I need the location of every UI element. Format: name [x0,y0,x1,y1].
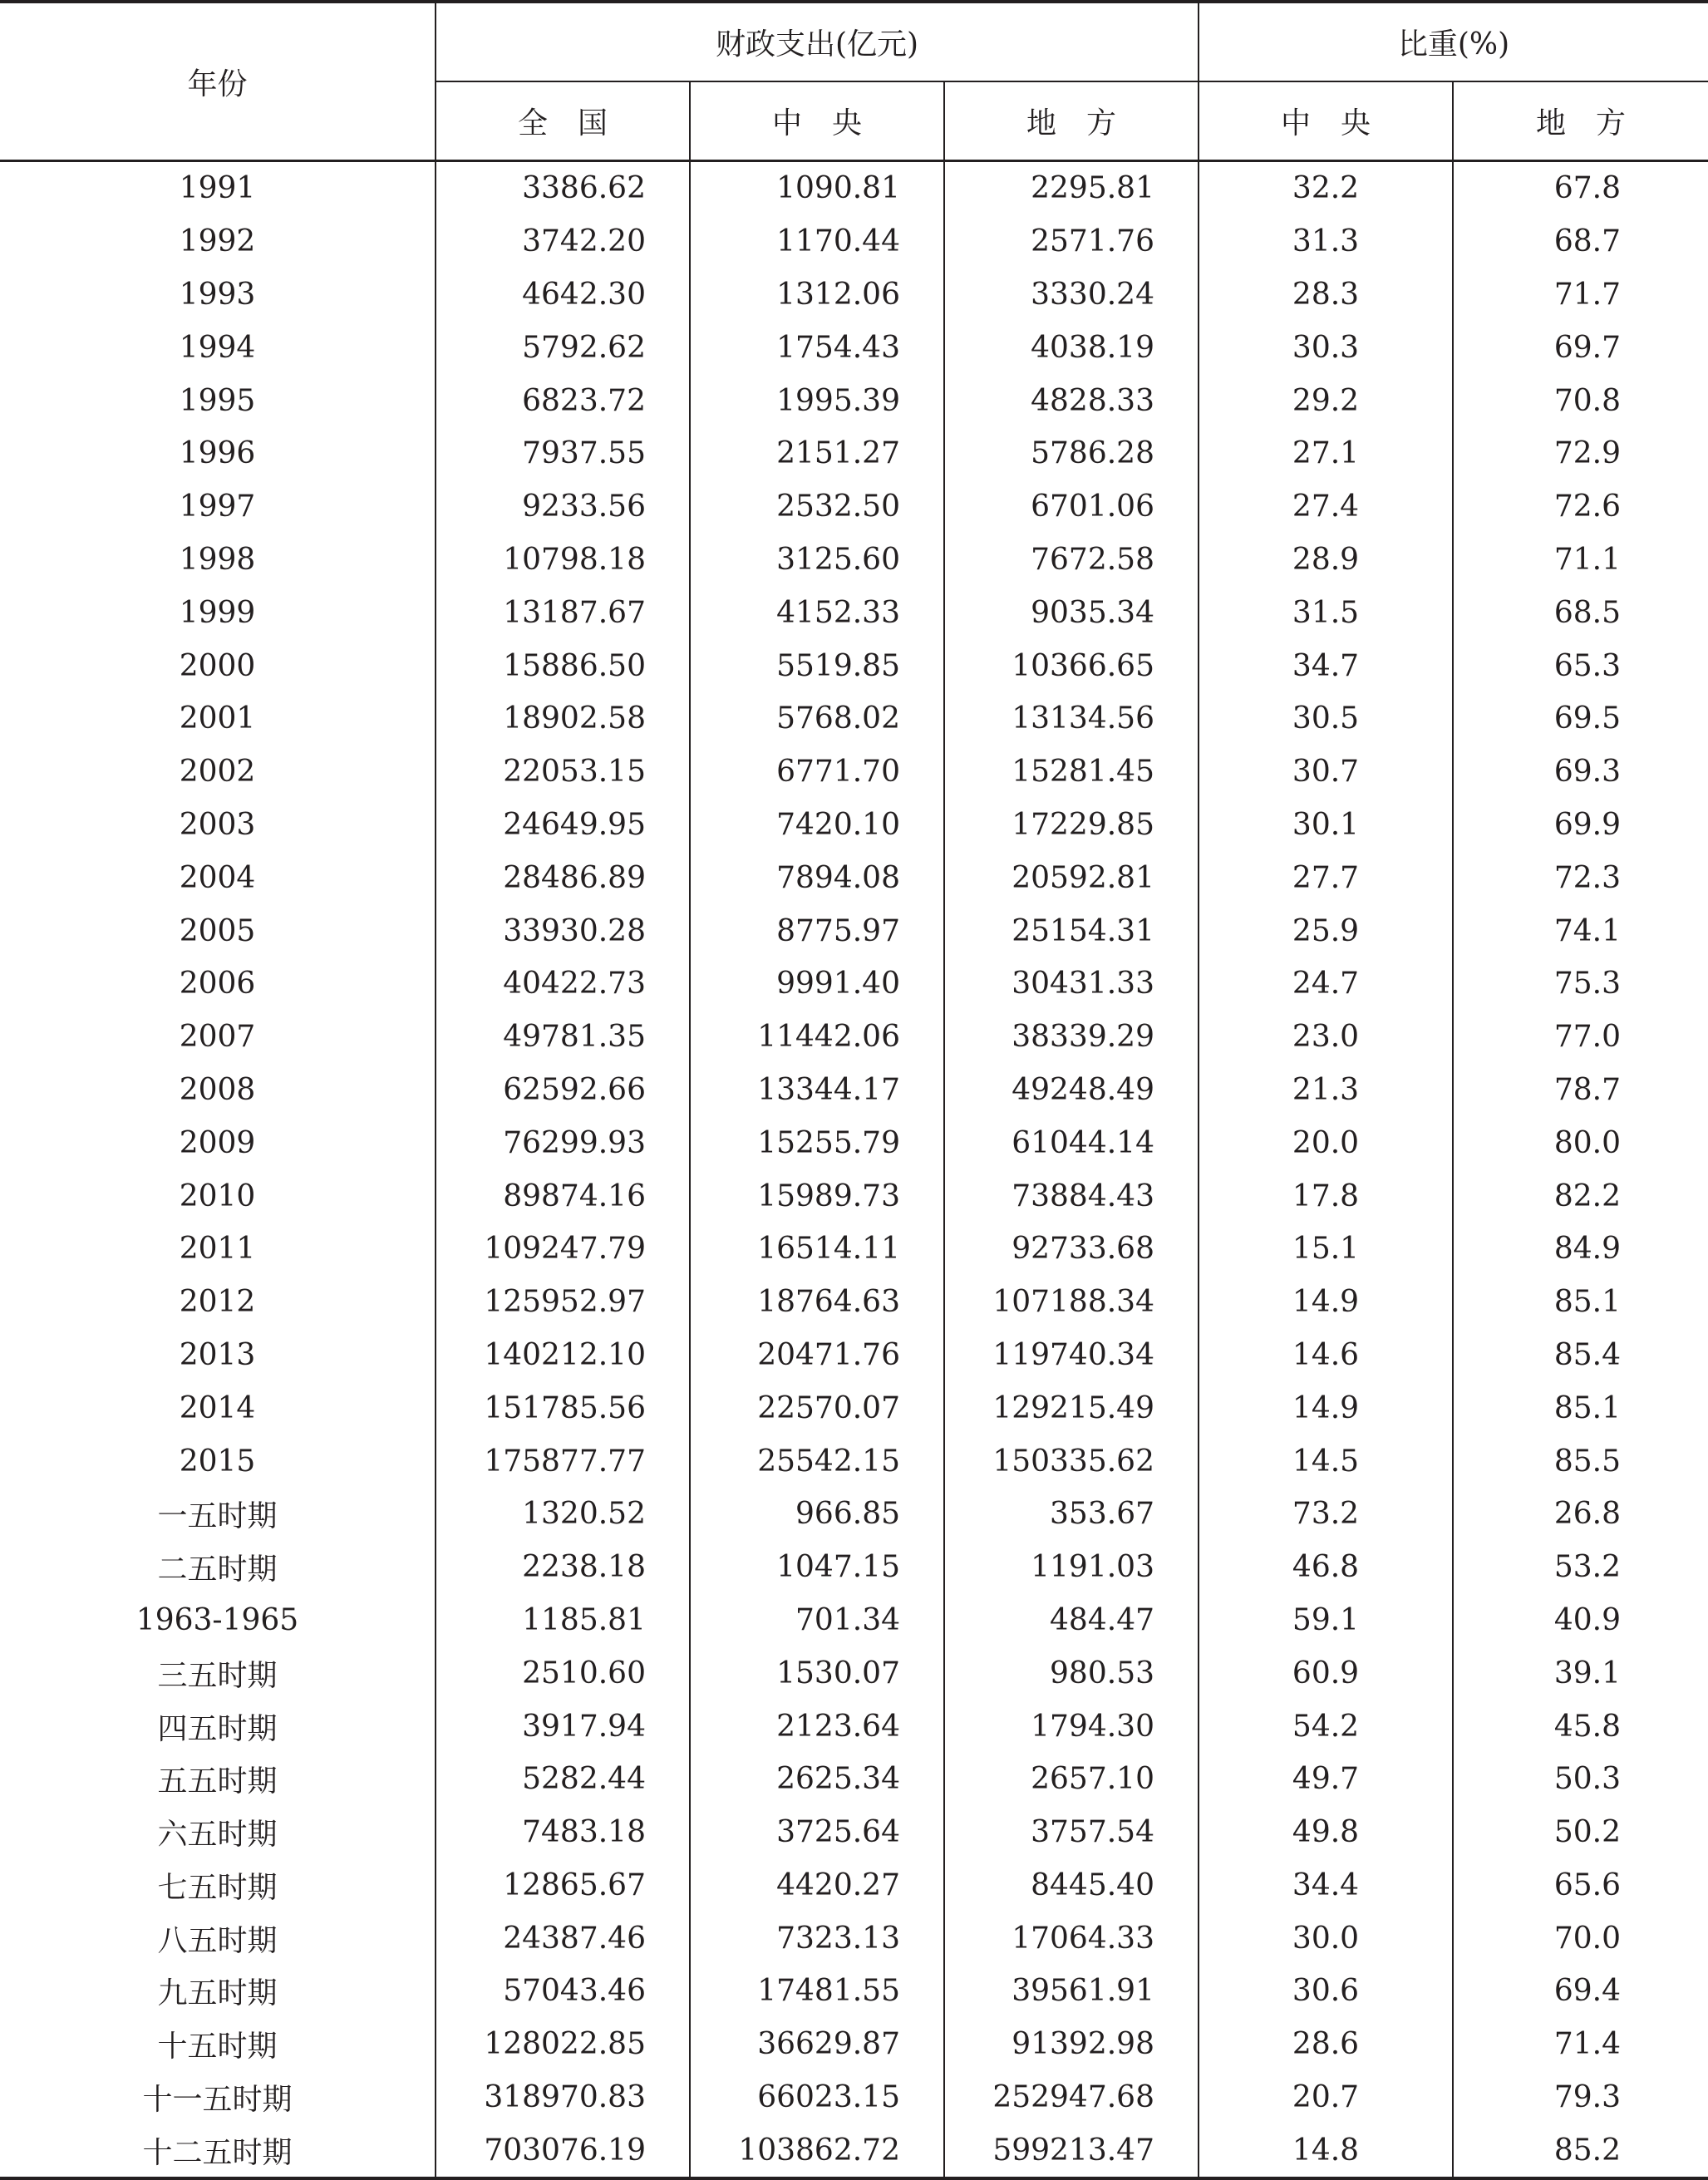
cell-share-local: 85.4 [1453,1329,1708,1382]
cell-year: 2013 [179,1337,256,1372]
cell-share-central: 14.9 [1199,1381,1453,1434]
cell-central: 15255.79 [690,1116,944,1169]
table-row [0,1965,1708,2018]
cell-share-local: 77.0 [1453,1011,1708,1064]
cell-local: 3330.24 [944,268,1199,322]
table-row [0,1011,1708,1064]
cell-year: 2009 [179,1125,256,1160]
table-row [0,268,1708,322]
cell-share-central: 14.5 [1199,1434,1453,1488]
header-year: 年份 [0,2,436,161]
cell-share-central: 49.7 [1199,1753,1453,1806]
cell-local: 20592.81 [944,851,1199,904]
cell-central: 701.34 [690,1594,944,1647]
cell-local: 6701.06 [944,480,1199,534]
cell-central: 16514.11 [690,1223,944,1276]
cell-national: 175877.77 [436,1434,690,1488]
cell-local: 4038.19 [944,321,1199,374]
cell-year: 1995 [179,383,256,418]
cell-local: 980.53 [944,1646,1199,1700]
cell-year: 2015 [179,1444,256,1479]
cell-national: 12865.67 [436,1859,690,1912]
cell-national: 24387.46 [436,1912,690,1965]
cell-year: 2011 [179,1232,256,1267]
cell-share-central: 28.6 [1199,2018,1453,2071]
cell-share-central: 28.9 [1199,534,1453,587]
cell-national: 22053.15 [436,746,690,799]
cell-share-local: 72.6 [1453,480,1708,534]
cell-share-central: 21.3 [1199,1064,1453,1117]
table-row [0,1329,1708,1382]
cell-national: 13187.67 [436,586,690,639]
table-row [0,799,1708,852]
cell-year: 1998 [179,542,256,577]
cell-local: 73884.43 [944,1169,1199,1223]
cell-share-local: 70.0 [1453,1912,1708,1965]
cell-local: 599213.47 [944,2123,1199,2178]
table-row [0,586,1708,639]
cell-national: 109247.79 [436,1223,690,1276]
cell-share-central: 30.6 [1199,1965,1453,2018]
cell-year: 2003 [179,807,256,842]
cell-year: 2012 [179,1285,256,1320]
table-row [0,2018,1708,2071]
cell-central: 5519.85 [690,639,944,692]
table-row [0,534,1708,587]
cell-local: 129215.49 [944,1381,1199,1434]
cell-central: 22570.07 [690,1381,944,1434]
cell-local: 1191.03 [944,1541,1199,1594]
cell-central: 8775.97 [690,904,944,957]
cell-national: 89874.16 [436,1169,690,1223]
cell-central: 1754.43 [690,321,944,374]
cell-share-central: 59.1 [1199,1594,1453,1647]
cell-year: 十二五时期 [0,2123,436,2178]
cell-share-local: 80.0 [1453,1116,1708,1169]
cell-share-central: 30.7 [1199,746,1453,799]
cell-central: 7894.08 [690,851,944,904]
table-row [0,1806,1708,1859]
cell-share-local: 78.7 [1453,1064,1708,1117]
cell-national: 4642.30 [436,268,690,322]
cell-national: 76299.93 [436,1116,690,1169]
cell-national: 7483.18 [436,1806,690,1859]
header-share-central: 中 央 [1199,81,1453,161]
cell-share-local: 75.3 [1453,957,1708,1011]
header-national: 全 国 [436,81,690,161]
cell-national: 10798.18 [436,534,690,587]
table-row [0,692,1708,746]
cell-national: 28486.89 [436,851,690,904]
cell-local: 92733.68 [944,1223,1199,1276]
cell-national: 5282.44 [436,1753,690,1806]
cell-share-local: 69.5 [1453,692,1708,746]
cell-local: 15281.45 [944,746,1199,799]
cell-local: 353.67 [944,1488,1199,1541]
cell-share-central: 14.9 [1199,1276,1453,1329]
cell-local: 30431.33 [944,957,1199,1011]
cell-national: 49781.35 [436,1011,690,1064]
cell-year: 五五时期 [157,1764,278,1799]
cell-central: 1995.39 [690,374,944,427]
cell-share-local: 26.8 [1453,1488,1708,1541]
cell-share-local: 71.7 [1453,268,1708,322]
cell-share-central: 34.4 [1199,1859,1453,1912]
cell-central: 5768.02 [690,692,944,746]
cell-year: 1997 [179,490,256,524]
cell-central: 1170.44 [690,215,944,268]
cell-national: 151785.56 [436,1381,690,1434]
table-row [0,1700,1708,1753]
table-row [0,1116,1708,1169]
cell-national: 7937.55 [436,427,690,480]
cell-local: 61044.14 [944,1116,1199,1169]
cell-national: 40422.73 [436,957,690,1011]
table-row [0,1434,1708,1488]
cell-local: 7672.58 [944,534,1199,587]
cell-central: 7323.13 [690,1912,944,1965]
table-row [0,427,1708,480]
cell-share-central: 27.4 [1199,480,1453,534]
cell-central: 3725.64 [690,1806,944,1859]
cell-year: 2014 [179,1390,256,1425]
cell-national: 3386.62 [436,161,690,215]
cell-central: 4152.33 [690,586,944,639]
cell-share-central: 14.8 [1199,2123,1453,2178]
header-local: 地 方 [944,81,1199,161]
table-row [0,957,1708,1011]
cell-share-local: 45.8 [1453,1700,1708,1753]
cell-local: 9035.34 [944,586,1199,639]
cell-share-central: 25.9 [1199,904,1453,957]
cell-central: 1312.06 [690,268,944,322]
table-row [0,1912,1708,1965]
cell-share-local: 69.9 [1453,799,1708,852]
cell-central: 11442.06 [690,1011,944,1064]
cell-national: 9233.56 [436,480,690,534]
cell-share-local: 53.2 [1453,1541,1708,1594]
cell-national: 24649.95 [436,799,690,852]
cell-share-local: 69.3 [1453,746,1708,799]
cell-share-local: 69.4 [1453,1965,1708,2018]
cell-central: 4420.27 [690,1859,944,1912]
cell-local: 2657.10 [944,1753,1199,1806]
cell-share-local: 72.9 [1453,427,1708,480]
cell-local: 107188.34 [944,1276,1199,1329]
cell-national: 18902.58 [436,692,690,746]
cell-central: 966.85 [690,1488,944,1541]
cell-local: 10366.65 [944,639,1199,692]
cell-central: 103862.72 [690,2123,944,2178]
cell-share-central: 31.3 [1199,215,1453,268]
cell-share-central: 14.6 [1199,1329,1453,1382]
table-row [0,321,1708,374]
cell-year: 1994 [179,330,256,365]
table-row [0,2123,1708,2178]
cell-local: 4828.33 [944,374,1199,427]
cell-local: 119740.34 [944,1329,1199,1382]
cell-share-local: 68.5 [1453,586,1708,639]
cell-share-local: 84.9 [1453,1223,1708,1276]
cell-share-local: 85.1 [1453,1276,1708,1329]
cell-share-central: 29.2 [1199,374,1453,427]
table-row [0,1753,1708,1806]
cell-share-local: 39.1 [1453,1646,1708,1700]
table-row [0,161,1708,215]
cell-national: 1185.81 [436,1594,690,1647]
cell-central: 17481.55 [690,1965,944,2018]
cell-national: 3742.20 [436,215,690,268]
cell-central: 2123.64 [690,1700,944,1753]
cell-local: 25154.31 [944,904,1199,957]
cell-share-central: 30.3 [1199,321,1453,374]
cell-local: 252947.68 [944,2071,1199,2124]
cell-share-central: 15.1 [1199,1223,1453,1276]
table-row [0,215,1708,268]
cell-share-local: 85.2 [1453,2123,1708,2178]
cell-share-local: 70.8 [1453,374,1708,427]
cell-share-local: 71.4 [1453,2018,1708,2071]
cell-share-local: 50.3 [1453,1753,1708,1806]
table-row [0,639,1708,692]
table-row [0,1646,1708,1700]
cell-local: 49248.49 [944,1064,1199,1117]
cell-central: 18764.63 [690,1276,944,1329]
cell-national: 6823.72 [436,374,690,427]
cell-local: 2571.76 [944,215,1199,268]
cell-national: 703076.19 [436,2123,690,2178]
header-expenditure-group: 财政支出(亿元) [436,2,1199,81]
cell-central: 2625.34 [690,1753,944,1806]
table-row [0,1488,1708,1541]
table-row [0,1859,1708,1912]
cell-year: 1992 [179,224,256,259]
cell-year: 2008 [179,1072,256,1107]
cell-local: 484.47 [944,1594,1199,1647]
cell-year: 2000 [179,648,256,683]
table-row [0,374,1708,427]
cell-central: 20471.76 [690,1329,944,1382]
cell-share-central: 27.7 [1199,851,1453,904]
cell-year: 1999 [179,595,256,630]
cell-central: 1047.15 [690,1541,944,1594]
header-central: 中 央 [690,81,944,161]
cell-central: 1530.07 [690,1646,944,1700]
cell-local: 1794.30 [944,1700,1199,1753]
cell-share-local: 74.1 [1453,904,1708,957]
cell-local: 38339.29 [944,1011,1199,1064]
cell-share-local: 69.7 [1453,321,1708,374]
cell-central: 13344.17 [690,1064,944,1117]
cell-share-central: 46.8 [1199,1541,1453,1594]
cell-central: 6771.70 [690,746,944,799]
cell-national: 33930.28 [436,904,690,957]
cell-share-central: 31.5 [1199,586,1453,639]
cell-central: 2151.27 [690,427,944,480]
cell-local: 17229.85 [944,799,1199,852]
cell-share-central: 20.0 [1199,1116,1453,1169]
cell-national: 15886.50 [436,639,690,692]
header-share-group: 比重(%) [1199,2,1708,81]
header-share-local: 地 方 [1453,81,1708,161]
cell-share-local: 40.9 [1453,1594,1708,1647]
cell-year: 六五时期 [157,1818,278,1853]
cell-year: 一五时期 [157,1499,278,1534]
cell-year: 1991 [179,171,256,206]
cell-share-local: 79.3 [1453,2071,1708,2124]
cell-local: 150335.62 [944,1434,1199,1488]
cell-local: 39561.91 [944,1965,1199,2018]
cell-central: 66023.15 [690,2071,944,2124]
cell-central: 36629.87 [690,2018,944,2071]
cell-share-central: 20.7 [1199,2071,1453,2124]
cell-year: 十一五时期 [142,2083,293,2118]
cell-national: 318970.83 [436,2071,690,2124]
table-body [0,161,1708,2179]
cell-local: 2295.81 [944,161,1199,215]
cell-central: 7420.10 [690,799,944,852]
cell-year: 四五时期 [157,1711,278,1746]
cell-national: 128022.85 [436,2018,690,2071]
cell-year: 2002 [179,755,256,790]
cell-year: 二五时期 [157,1553,278,1587]
cell-year: 2006 [179,967,256,1001]
cell-share-local: 82.2 [1453,1169,1708,1223]
cell-local: 3757.54 [944,1806,1199,1859]
table-row [0,851,1708,904]
cell-share-local: 67.8 [1453,161,1708,215]
cell-share-central: 28.3 [1199,268,1453,322]
cell-year: 2004 [179,860,256,895]
cell-share-local: 68.7 [1453,215,1708,268]
table-row [0,1541,1708,1594]
cell-national: 1320.52 [436,1488,690,1541]
table-header [0,2,1708,161]
cell-year: 1996 [179,436,256,471]
cell-share-local: 65.6 [1453,1859,1708,1912]
cell-year: 1963-1965 [135,1602,299,1637]
cell-local: 5786.28 [944,427,1199,480]
table-row [0,1594,1708,1647]
cell-central: 2532.50 [690,480,944,534]
table-row [0,2071,1708,2124]
cell-share-central: 30.0 [1199,1912,1453,1965]
cell-national: 3917.94 [436,1700,690,1753]
cell-share-central: 34.7 [1199,639,1453,692]
cell-year: 2007 [179,1020,256,1055]
cell-year: 十五时期 [157,2030,278,2064]
cell-local: 8445.40 [944,1859,1199,1912]
cell-local: 13134.56 [944,692,1199,746]
cell-national: 57043.46 [436,1965,690,2018]
cell-local: 17064.33 [944,1912,1199,1965]
cell-national: 2238.18 [436,1541,690,1594]
cell-share-central: 30.5 [1199,692,1453,746]
cell-central: 1090.81 [690,161,944,215]
table-row [0,1276,1708,1329]
cell-national: 62592.66 [436,1064,690,1117]
cell-year: 三五时期 [157,1658,278,1693]
cell-share-local: 65.3 [1453,639,1708,692]
cell-central: 25542.15 [690,1434,944,1488]
cell-central: 3125.60 [690,534,944,587]
table-row [0,1223,1708,1276]
cell-national: 5792.62 [436,321,690,374]
table-row [0,1064,1708,1117]
cell-share-local: 50.2 [1453,1806,1708,1859]
table-row [0,904,1708,957]
cell-year: 2005 [179,913,256,948]
cell-share-local: 71.1 [1453,534,1708,587]
cell-year: 八五时期 [157,1923,278,1958]
table-row [0,1381,1708,1434]
cell-share-central: 49.8 [1199,1806,1453,1859]
cell-year: 2010 [179,1179,256,1213]
cell-share-central: 24.7 [1199,957,1453,1011]
cell-year: 九五时期 [157,1976,278,2011]
cell-share-local: 72.3 [1453,851,1708,904]
cell-share-central: 32.2 [1199,161,1453,215]
cell-share-central: 27.1 [1199,427,1453,480]
cell-year: 1993 [179,277,256,312]
table-row [0,480,1708,534]
cell-central: 9991.40 [690,957,944,1011]
cell-national: 125952.97 [436,1276,690,1329]
cell-central: 15989.73 [690,1169,944,1223]
cell-share-local: 85.5 [1453,1434,1708,1488]
cell-year: 七五时期 [157,1870,278,1905]
cell-national: 140212.10 [436,1329,690,1382]
cell-share-local: 85.1 [1453,1381,1708,1434]
cell-share-central: 17.8 [1199,1169,1453,1223]
table-row [0,1169,1708,1223]
table-row [0,746,1708,799]
cell-share-central: 54.2 [1199,1700,1453,1753]
cell-national: 2510.60 [436,1646,690,1700]
cell-share-central: 30.1 [1199,799,1453,852]
cell-share-central: 60.9 [1199,1646,1453,1700]
cell-year: 2001 [179,701,256,736]
cell-share-central: 23.0 [1199,1011,1453,1064]
cell-share-central: 73.2 [1199,1488,1453,1541]
cell-local: 91392.98 [944,2018,1199,2071]
